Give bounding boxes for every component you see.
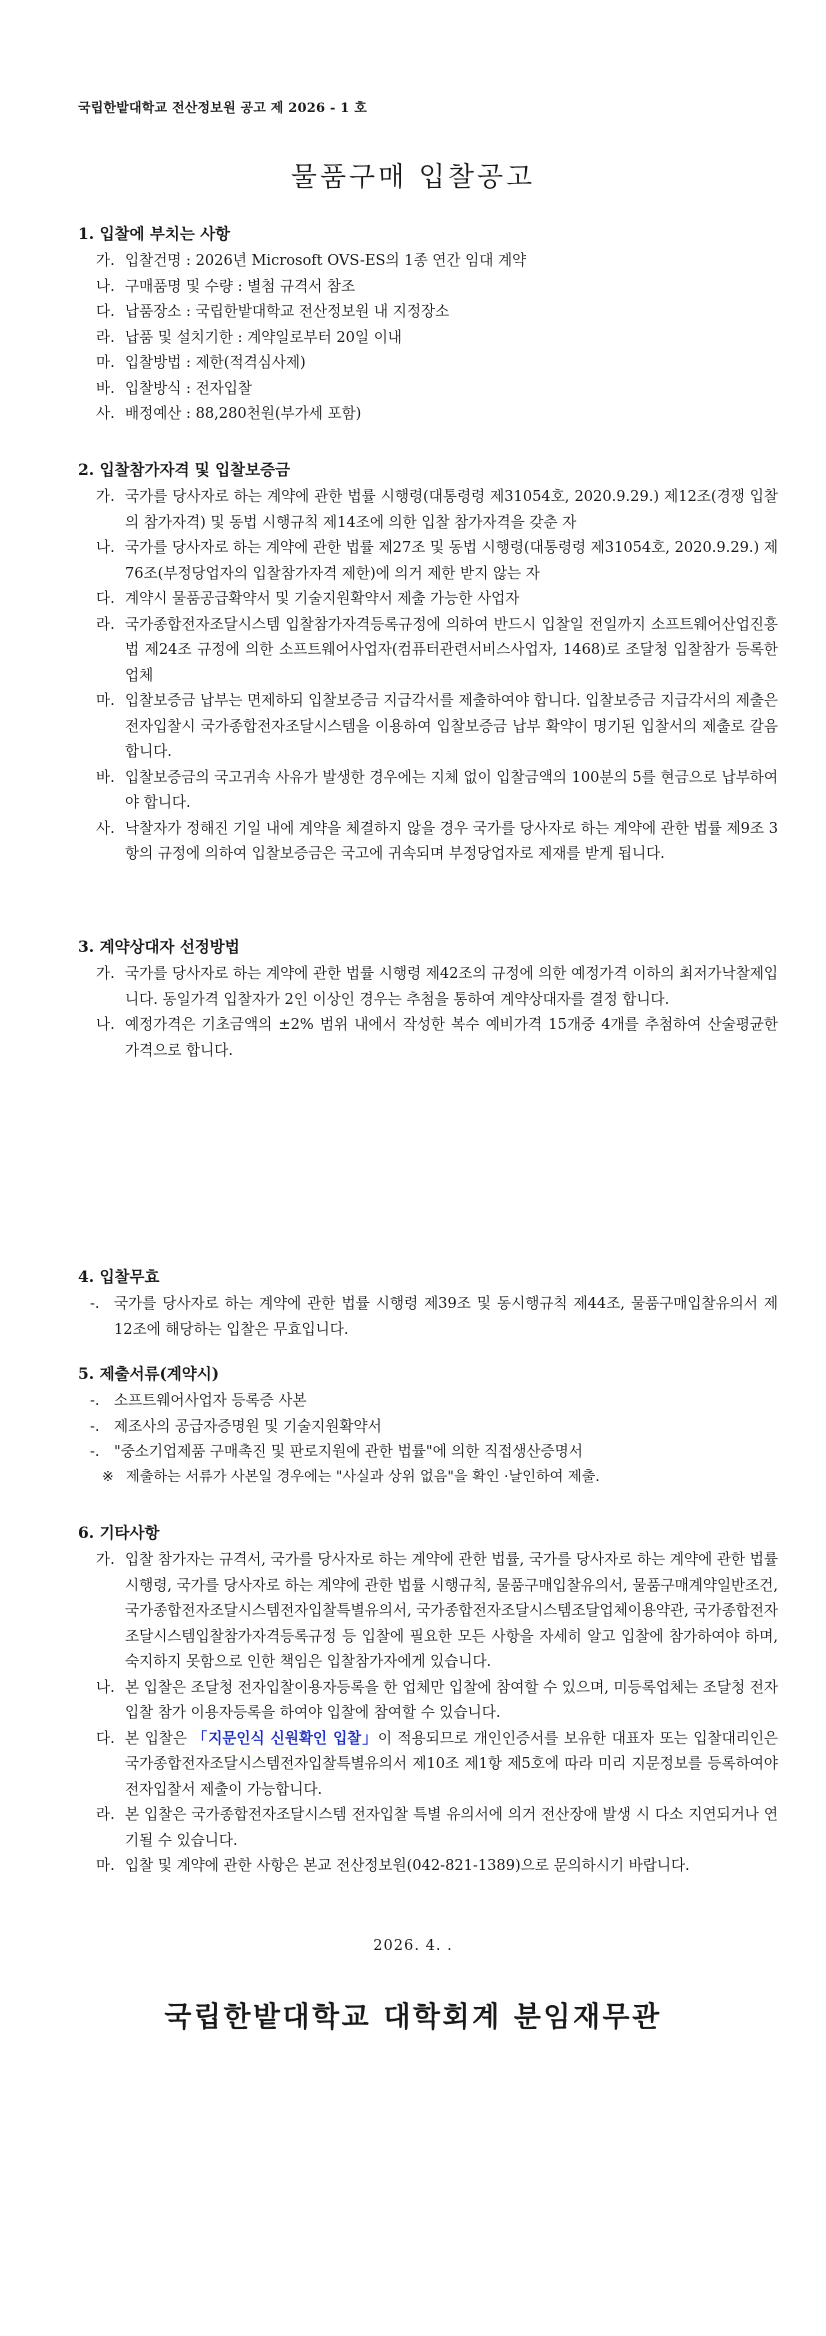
notice-date: 2026. 4. . [373,1937,453,1954]
item-text: 납품장소 : 국립한밭대학교 전산정보원 내 지정장소 [125,303,450,320]
note-text: 제출하는 서류가 사본일 경우에는 "사실과 상위 없음"을 확인 ·날인하여 제출. [126,1468,600,1485]
item-marker: 나. [96,539,115,556]
item-marker: 나. [96,1016,115,1033]
notice-number: 국립한밭대학교 전산정보원 공고 제 2026 - 1 호 [78,101,368,116]
item-marker: 가. [96,965,115,982]
list-item [78,1414,778,1440]
list-item [78,376,778,402]
item-text: 국가를 당사자로 하는 계약에 관한 법률 시행령 제39조 및 동시행규칙 제44조, 물품구매입찰유의서 제12조에 해당하는 입찰은 무효입니다. [114,1295,778,1338]
item-marker: 다. [96,590,115,607]
item-text: 입찰보증금 납부는 면제하되 입찰보증금 지급각서를 제출하여야 합니다. 입찰보증금 지급각서의 제출은 전자입찰시 국가종합전자조달시스템을 이용하여 입찰보증금 납부 확약이 명기된 입찰서의 제출로 갈음합니다. [125,692,778,760]
list-item [78,688,778,765]
item-marker: 바. [96,768,115,786]
list-item [78,401,778,427]
list-item [78,350,778,376]
list-item [78,299,778,325]
list-item [78,1726,778,1803]
list-item [78,274,778,300]
list-item [78,1388,778,1414]
item-marker: -. [90,1392,100,1409]
list-item [78,535,778,586]
section-title: 3. 계약상대자 선정방법 [78,937,240,956]
item-text: "중소기업제품 구매촉진 및 판로지원에 관한 법률"에 의한 직접생산증명서 [114,1443,583,1460]
item-marker: 나. [96,277,115,295]
section-title: 4. 입찰무효 [78,1267,160,1286]
list-item [78,1853,778,1879]
item-marker: 가. [96,488,115,505]
item-marker: 마. [96,692,115,709]
item-text: 본 입찰은 조달청 전자입찰이용자등록을 한 업체만 입찰에 참여할 수 있으며, 미등록업체는 조달청 전자입찰 참가 이용자등록을 하여야 입찰에 참여할 수 있습니다. [125,1678,778,1721]
item-text: 예정가격은 기초금액의 ±2% 범위 내에서 작성한 복수 예비가격 15개중 4개를 추첨하여 산술평균한 가격으로 합니다. [125,1016,778,1059]
section-required-documents [78,1362,778,1490]
item-text: 본 입찰은 국가종합전자조달시스템 전자입찰 특별 유의서에 의거 전산장애 발생 시 다소 지연되거나 연기될 수 있습니다. [125,1806,778,1849]
section-title: 5. 제출서류(계약시) [78,1364,220,1383]
issuer-signature: 국립한밭대학교 대학회계 분임재무관 [164,2000,662,2033]
item-text-pre: 본 입찰은 [125,1729,193,1747]
item-marker: -. [90,1443,100,1460]
item-text: 입찰보증금의 국고귀속 사유가 발생한 경우에는 지체 없이 입찰금액의 100분의 5를 현금으로 납부하여야 합니다. [125,768,778,811]
item-text: 입찰 참가자는 규격서, 국가를 당사자로 하는 계약에 관한 법률, 국가를 당사자로 하는 계약에 관한 법률 시행령, 국가를 당사자로 하는 계약에 관한 법률 시행규칙, 물품구매입찰유의서, 물품구매계약일반조건, 국가종합전자조달시스템전자입찰특별유의서, 국가종합전자조달시스템조달업체이용약관, 국가종합전자조달시스템입찰참가자격등록규정 등 입찰에 필요한 모든 사항을 자세히 알고 입찰에 참가하여야 하며, 숙지하지 못함으로 인한 책임은 입찰참가자에게 있습니다. [125,1551,778,1670]
fingerprint-bid-highlight: 「지문인식 신원확인 입찰」 [192,1729,378,1747]
item-text: 배정예산 : 88,280천원(부가세 포함) [125,405,362,422]
section-title: 1. 입찰에 부치는 사항 [78,224,231,243]
item-marker: -. [90,1295,100,1312]
list-item [78,765,778,816]
section-title: 6. 기타사항 [78,1523,160,1542]
item-text: 제조사의 공급자증명원 및 기술지원확약서 [114,1417,382,1435]
item-text: 입찰건명 : 2026년 Microsoft OVS-ES의 1종 연간 임대 계약 [125,252,527,269]
item-text: 국가종합전자조달시스템 입찰참가자격등록규정에 의하여 반드시 입찰일 전일까지 소프트웨어산업진흥법 제24조 규정에 의한 소프트웨어사업자(컴퓨터관련서비스사업자, 1468)로 조달청 입찰참가 등록한 업체 [125,615,778,684]
item-marker: 다. [96,303,115,320]
item-text-post: 이 적용되므로 개인인증서를 보유한 대표자 또는 입찰대리인은 국가종합전자조달시스템전자입찰특별유의서 제10조 제1항 제5호에 따라 미리 지문정보를 등록하여야 전자입찰서 제출이 가능합니다. [125,1729,779,1798]
item-marker: 사. [96,405,115,422]
item-marker: 다. [96,1729,115,1747]
list-item [78,1547,778,1675]
document-note [78,1465,778,1491]
item-marker: 가. [96,1551,115,1568]
list-item [78,1802,778,1853]
list-item [78,1675,778,1726]
section-contractor-selection [78,935,778,1063]
section-bid-items [78,222,778,427]
item-text: 국가를 당사자로 하는 계약에 관한 법률 시행령 제42조의 규정에 의한 예정가격 이하의 최저가낙찰제입니다. 동일가격 입찰자가 2인 이상인 경우는 추첨을 통하여 계약상대자를 결정 합니다. [125,965,778,1008]
item-text: 납품 및 설치기한 : 계약일로부터 20일 이내 [125,328,402,346]
list-item [78,1439,778,1465]
section-bid-qualification [78,458,778,867]
item-text: 입찰방법 : 제한(적격심사제) [125,354,306,371]
item-marker: 사. [96,819,115,837]
list-item [78,484,778,535]
item-marker: 라. [96,328,115,346]
list-item [78,325,778,351]
item-text: 계약시 물품공급확약서 및 기술지원확약서 제출 가능한 사업자 [125,590,520,607]
item-marker: 마. [96,1857,115,1874]
item-marker: 가. [96,252,115,269]
item-text: 입찰 및 계약에 관한 사항은 본교 전산정보원(042-821-1389)으로 문의하시기 바랍니다. [125,1857,690,1874]
list-item [78,248,778,274]
item-marker: 바. [96,379,115,397]
item-marker: 나. [96,1678,115,1696]
list-item [78,612,778,689]
item-marker: 라. [96,615,115,633]
section-title: 2. 입찰참가자격 및 입찰보증금 [78,460,291,479]
item-text: 구매품명 및 수량 : 별첨 규격서 참조 [125,277,356,295]
list-item [78,816,778,867]
item-marker: 마. [96,354,115,371]
item-text: 국가를 당사자로 하는 계약에 관한 법률 시행령(대통령령 제31054호, 2020.9.29.) 제12조(경쟁 입찰의 참가자격) 및 동법 시행규칙 제14조에 의한 입찰 참가자격을 갖춘 자 [125,488,778,531]
item-text: 소프트웨어사업자 등록증 사본 [114,1392,307,1409]
item-marker: 라. [96,1806,115,1823]
section-bid-invalidity [78,1265,778,1342]
item-text: 국가를 당사자로 하는 계약에 관한 법률 제27조 및 동법 시행령(대통령령 제31054호, 2020.9.29.) 제76조(부정당업자의 입찰참가자격 제한)에 의거 제한 받지 않는 자 [125,539,778,582]
list-item [78,961,778,1012]
page-title: 물품구매 입찰공고 [290,162,536,193]
list-item [78,586,778,612]
item-text: 낙찰자가 정해진 기일 내에 계약을 체결하지 않을 경우 국가를 당사자로 하는 계약에 관한 법률 제9조 3항의 규정에 의하여 입찰보증금은 국고에 귀속되며 부정당업자로 제재를 받게 됩니다. [125,819,778,862]
note-mark-icon: ※ [102,1468,114,1485]
item-text: 입찰방식 : 전자입찰 [125,379,252,397]
item-marker: -. [90,1417,100,1435]
list-item [78,1291,778,1342]
list-item [78,1012,778,1063]
section-other-matters [78,1521,778,1879]
